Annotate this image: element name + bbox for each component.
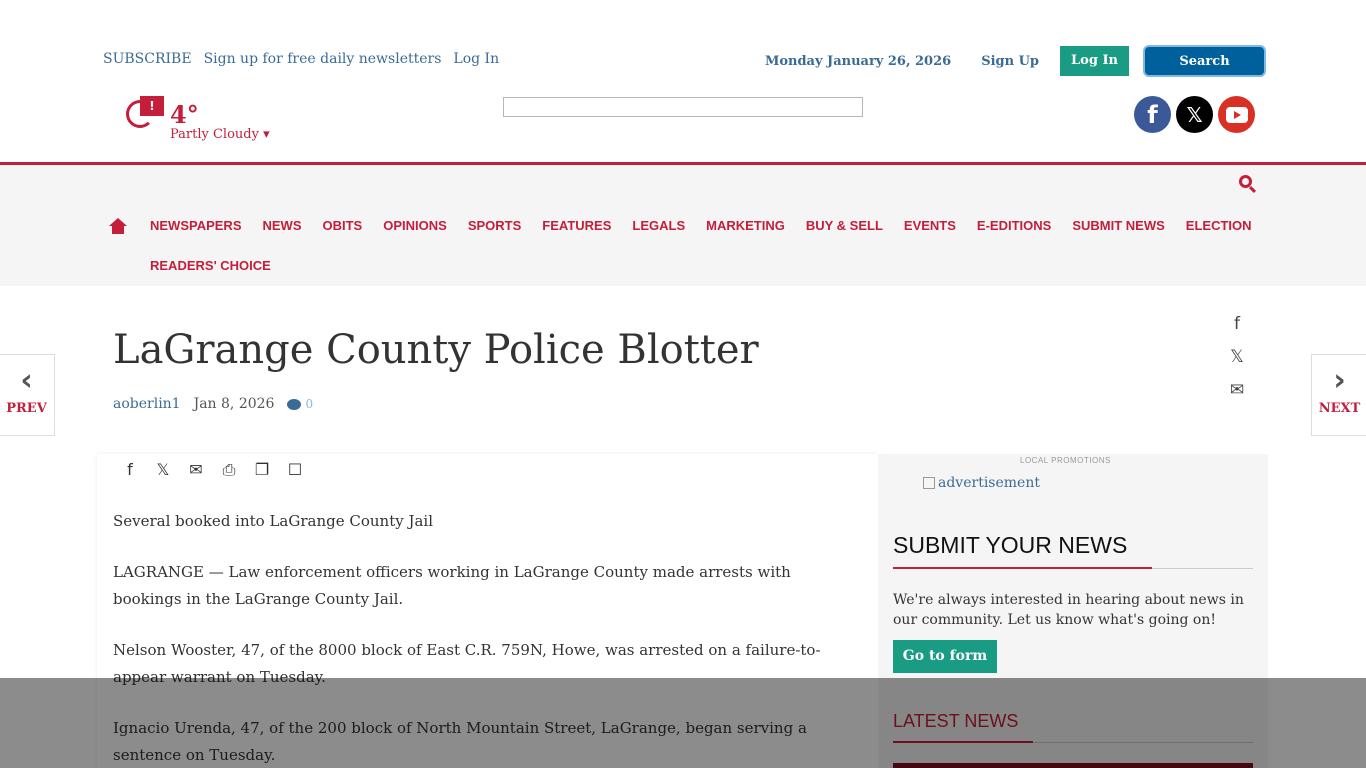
author-link[interactable]: aoberlin1 (113, 396, 181, 412)
caret-down-icon: ▾ (263, 127, 270, 142)
side-share-bar (1228, 315, 1246, 400)
main-nav (0, 162, 1366, 286)
bookmark-icon[interactable]: ☐ (287, 460, 303, 479)
top-banner-ad[interactable] (503, 97, 863, 117)
bottom-overlay[interactable] (0, 678, 1366, 768)
social-links (1134, 96, 1255, 133)
login-button[interactable]: Log In (1060, 46, 1129, 76)
subscribe-link[interactable]: SUBSCRIBE (103, 51, 192, 67)
share-email-icon[interactable]: ✉ (1229, 380, 1245, 400)
weather-condition-text: Partly Cloudy (170, 127, 259, 142)
byline (113, 396, 313, 412)
search-button[interactable]: Search (1143, 45, 1266, 77)
nav-item-newspapers[interactable]: NEWSPAPERS (150, 218, 242, 233)
share-x-icon[interactable]: 𝕏 (1230, 347, 1244, 367)
youtube-icon[interactable] (1218, 96, 1255, 133)
nav-search-icon[interactable] (1239, 175, 1252, 188)
current-date: Monday January 26, 2026 (764, 53, 952, 69)
article-tools (121, 460, 304, 480)
submit-news-text: We're always interested in hearing about news in our community. Let us know what's going on! (893, 592, 1244, 628)
submit-news-heading: SUBMIT YOUR NEWS (893, 532, 1128, 558)
top-login-link[interactable]: Log In (453, 51, 500, 67)
nav-item-news[interactable]: NEWS (262, 218, 302, 233)
nav-item-e-editions[interactable]: E-EDITIONS (976, 218, 1052, 233)
nav-item-obits[interactable]: OBITS (322, 218, 363, 233)
facebook-icon[interactable]: f (1134, 96, 1171, 133)
prev-article-button[interactable] (0, 354, 55, 436)
top-links (103, 51, 499, 67)
broken-image-icon (923, 477, 935, 489)
comment-count: 0 (305, 397, 314, 411)
right-rail: LOCAL PROMOTIONS advertisement SUBMIT YOUR NEWS We're always interested in hearing about news in our community. Let us know what's going on! Go to form LATEST NEWS (878, 454, 1268, 768)
comment-icon (287, 399, 301, 410)
x-icon[interactable]: 𝕏 (1176, 96, 1213, 133)
latest-news-heading: LATEST NEWS (893, 711, 1019, 731)
next-article-button[interactable] (1311, 354, 1366, 436)
tool-facebook-icon[interactable]: f (127, 460, 133, 479)
article-title: LaGrange County Police Blotter (113, 327, 759, 373)
article-paragraph: Ignacio Urenda, 47, of the 200 block of North Mountain Street, LaGrange, began serving a sentence on Tuesday. (113, 719, 807, 764)
ad-alt-text: advertisement (938, 475, 1040, 491)
go-to-form-button[interactable]: Go to form (893, 640, 997, 673)
top-bar (0, 0, 1366, 90)
nav-items (150, 218, 1273, 233)
nav-item-election[interactable]: ELECTION (1185, 218, 1252, 233)
article-paragraph: Several booked into LaGrange County Jail (113, 512, 434, 530)
nav-item-sports[interactable]: SPORTS (467, 218, 522, 233)
print-icon[interactable]: ⎙ (222, 460, 236, 479)
nav-item-readers-choice[interactable]: READERS' CHOICE (150, 258, 271, 273)
heading-divider (893, 568, 1253, 569)
tool-email-icon[interactable]: ✉ (189, 460, 203, 479)
nav-item-buy-sell[interactable]: BUY & SELL (805, 218, 883, 233)
tool-x-icon[interactable]: 𝕏 (156, 460, 170, 479)
top-right-actions (765, 45, 1266, 77)
newsletter-link[interactable]: Sign up for free daily newsletters (203, 51, 442, 67)
nav-item-legals[interactable]: LEGALS (632, 218, 686, 233)
signup-link[interactable]: Sign Up (981, 53, 1040, 69)
nav-item-features[interactable]: FEATURES (542, 218, 612, 233)
chevron-left-icon: ‹ (20, 363, 33, 398)
nav-item-submit-news[interactable]: SUBMIT NEWS (1072, 218, 1165, 233)
nav-item-opinions[interactable]: OPINIONS (383, 218, 447, 233)
article-paragraph: Nelson Wooster, 47, of the 8000 block of East C.R. 759N, Howe, was arrested on a failure-to-appear warrant on Tuesday. (113, 641, 821, 686)
share-facebook-icon[interactable]: f (1234, 314, 1240, 334)
comments-link[interactable] (287, 397, 313, 411)
play-icon (1226, 107, 1248, 123)
weather-temperature: 4° (170, 100, 199, 129)
publish-date: Jan 8, 2026 (193, 396, 275, 412)
copy-icon[interactable]: ❐ (254, 460, 270, 479)
article-paragraph: LAGRANGE — Law enforcement officers working in LaGrange County made arrests with bookings in the LaGrange County Jail. (113, 563, 791, 608)
nav-item-marketing[interactable]: MARKETING (706, 218, 785, 233)
alert-icon[interactable]: ! (140, 96, 164, 116)
home-icon[interactable] (109, 218, 127, 234)
rail-advertisement[interactable] (923, 475, 1040, 491)
next-label: NEXT (1318, 401, 1361, 416)
prev-label: PREV (6, 401, 47, 416)
weather-condition[interactable] (170, 127, 270, 142)
nav-item-events[interactable]: EVENTS (903, 218, 956, 233)
chevron-right-icon: › (1333, 363, 1346, 398)
